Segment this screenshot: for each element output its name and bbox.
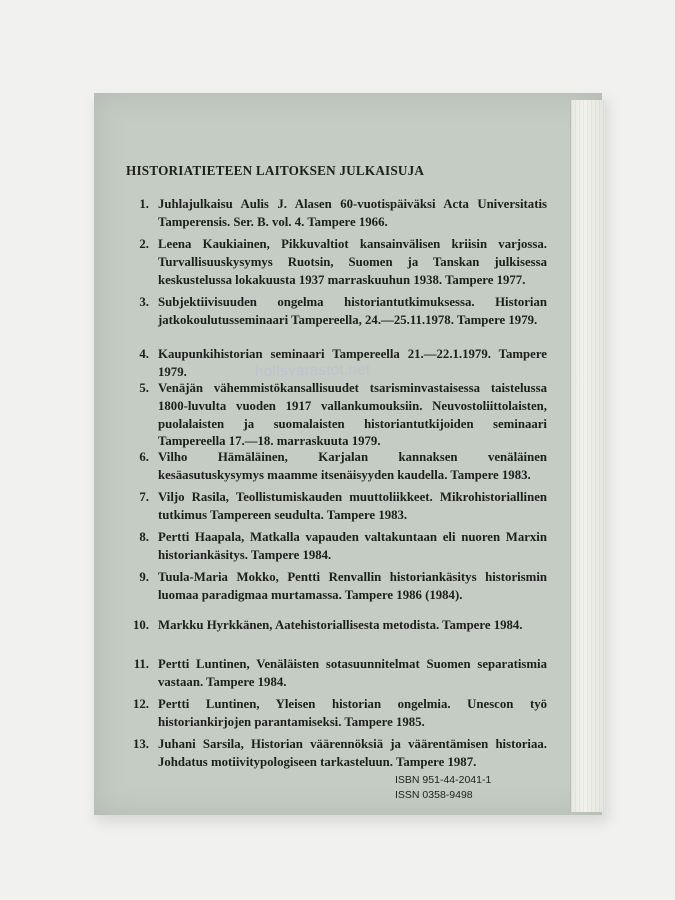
- item-number: 13.: [133, 737, 149, 751]
- isbn-block: [395, 773, 491, 803]
- item-text: Viljo Rasila, Teollistumiskauden muuttoliikkeet. Mikrohistoriallinen tutkimus Tampereen seudulta. Tampere 1983.: [158, 490, 547, 522]
- item-number: 8.: [139, 530, 149, 544]
- item-text: Pertti Luntinen, Yleisen historian ongelmia. Unescon työ historiankirjojen parantamiseksi. Tampere 1985.: [158, 697, 547, 729]
- watermark: holtsvarastot.net: [254, 360, 371, 381]
- item-number: 6.: [139, 450, 149, 464]
- item-text: Markku Hyrkkänen, Aatehistoriallisesta metodista. Tampere 1984.: [158, 618, 523, 632]
- item-text: Vilho Hämäläinen, Karjalan kannaksen venäläinen kesäasutuskysymys maamme itsenäisyyden kaudella. Tampere 1983.: [158, 450, 547, 482]
- item-text: Kaupunkihistorian seminaari Tampereella 21.—22.1.1979. Tampere 1979.: [158, 347, 547, 379]
- item-number: 4.: [139, 347, 149, 361]
- item-number: 1.: [139, 197, 149, 211]
- item-text: Tuula-Maria Mokko, Pentti Renvallin historiankäsitys historismin luomaa paradigmaa murtamassa. Tampere 1986 (1984).: [158, 570, 547, 602]
- item-number: 5.: [139, 381, 149, 395]
- issn-number: ISSN 0358-9498: [395, 789, 473, 801]
- item-number: 7.: [139, 490, 149, 504]
- item-number: 10.: [133, 618, 149, 632]
- item-text: Venäjän vähemmistökansallisuudet tsarisminvastaisessa taistelussa 1800-luvulta vuoden 1917 vallankumouksiin. Neuvostoliittolaisten, puolalaisten ja suomalaisten historiantutkijoiden seminaari Tampereella 17.—18. marraskuuta 1979.: [158, 381, 547, 449]
- item-number: 12.: [133, 697, 149, 711]
- item-text: Juhani Sarsila, Historian väärennöksiä ja väärentämisen historiaa. Johdatus motiivitypologiseen tarkasteluun. Tampere 1987.: [158, 737, 547, 769]
- item-number: 3.: [139, 295, 149, 309]
- item-text: Pertti Haapala, Matkalla vapauden valtakuntaan eli nuoren Marxin historiankäsitys. Tampere 1984.: [158, 530, 547, 562]
- item-number: 2.: [139, 237, 149, 251]
- item-number: 9.: [139, 570, 149, 584]
- item-text: Leena Kaukiainen, Pikkuvaltiot kansainvälisen kriisin varjossa. Turvallisuuskysymys Ruotsin, Suomen ja Tanskan julkisessa keskustelussa lokakuusta 1937 marraskuuhun 1938. Tampere 1977.: [158, 237, 547, 287]
- item-text: Juhlajulkaisu Aulis J. Alasen 60-vuotispäiväksi Acta Universitatis Tamperensis. Ser. B. vol. 4. Tampere 1966.: [158, 197, 547, 229]
- item-text: Subjektiivisuuden ongelma historiantutkimuksessa. Historian jatkokoulutusseminaari Tampereella, 24.—25.11.1978. Tampere 1979.: [158, 295, 547, 327]
- item-number: 11.: [133, 657, 149, 671]
- series-heading: HISTORIATIETEEN LAITOKSEN JULKAISUJA: [126, 163, 425, 178]
- isbn-number: ISBN 951-44-2041-1: [395, 774, 492, 786]
- item-text: Pertti Luntinen, Venäläisten sotasuunnitelmat Suomen separatismia vastaan. Tampere 1984.: [158, 657, 547, 689]
